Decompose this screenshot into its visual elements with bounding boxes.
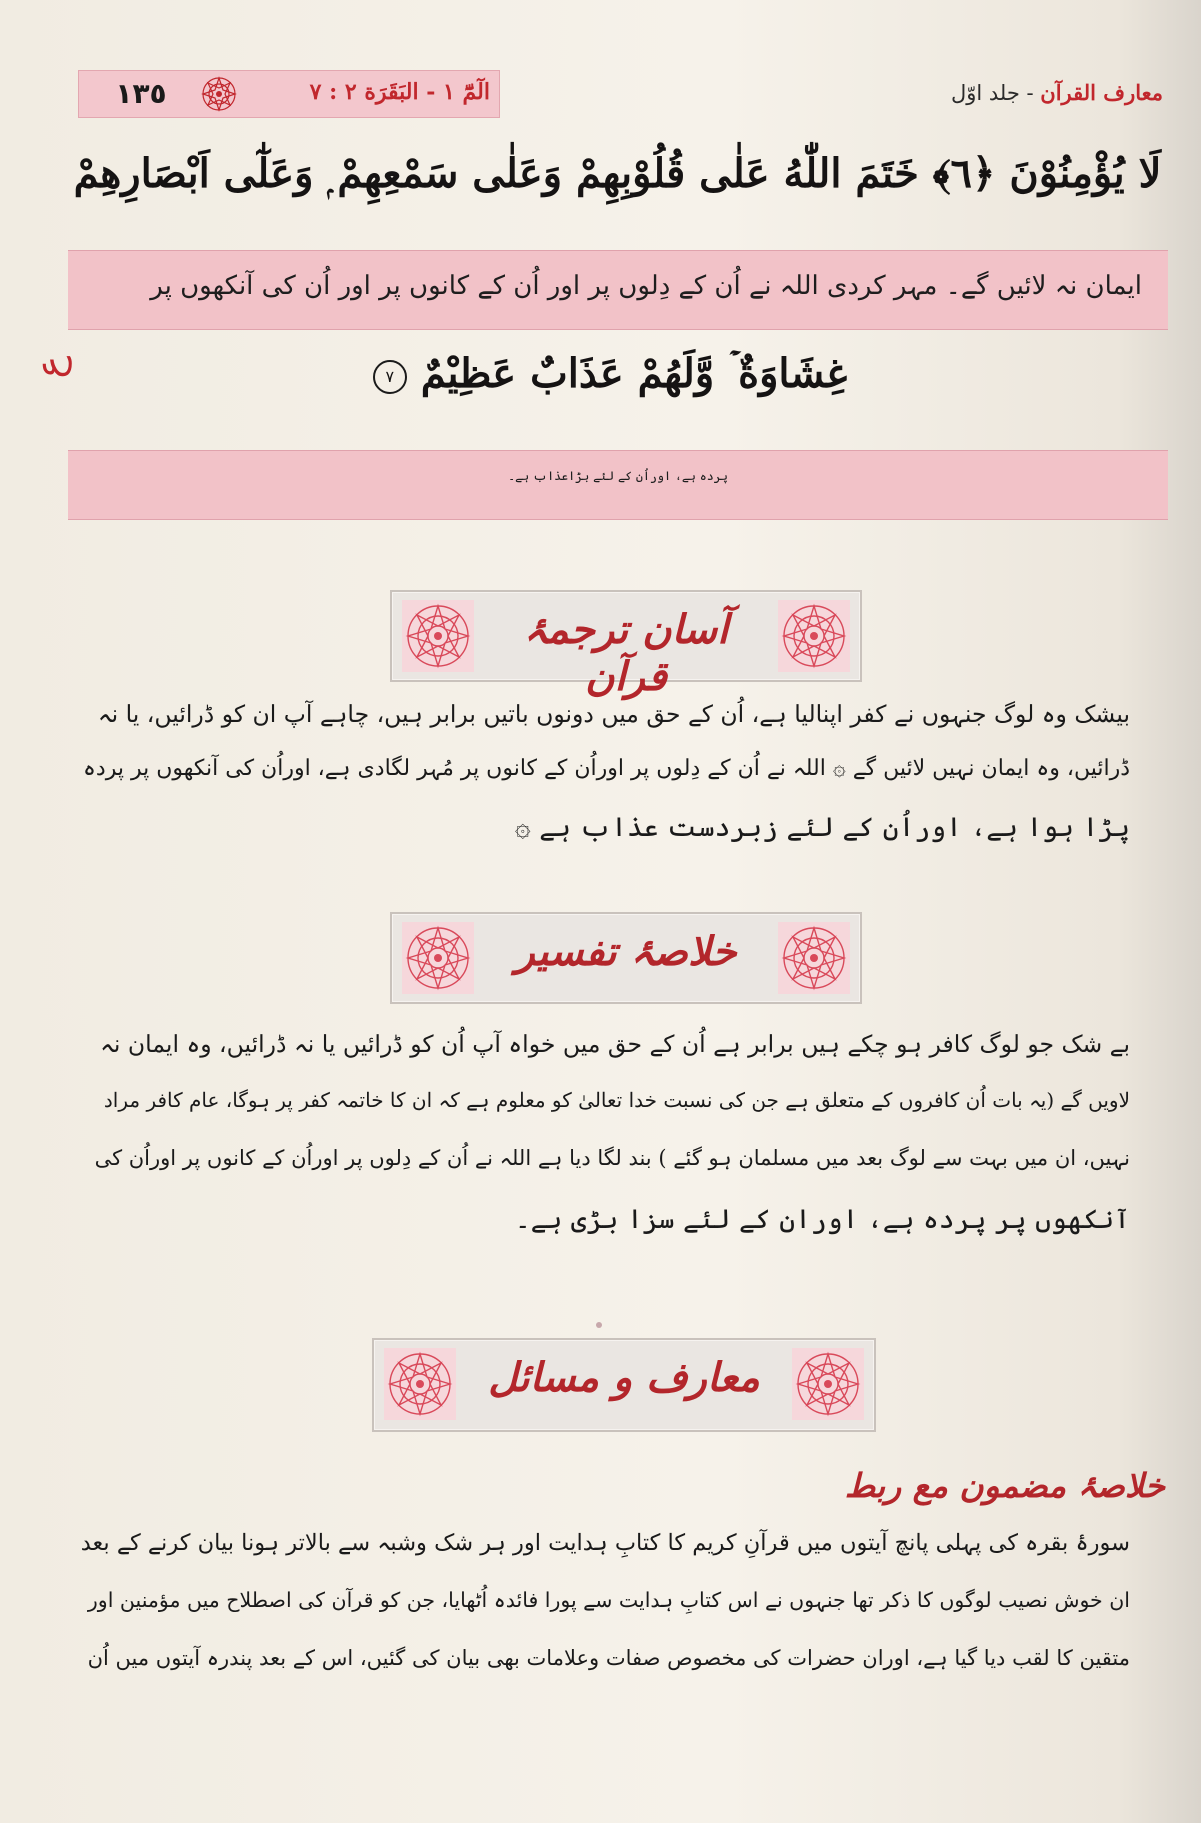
translation-band-1 bbox=[68, 250, 1168, 330]
easy-translation-line: بیشک وہ لوگ جنہوں نے کفر اپنالیا ہے، اُن کے حق میں دونوں باتیں برابر ہیں، چاہے آپ ان کو ڈرائیں، یا نہ bbox=[97, 700, 1130, 728]
ayah-line-2 bbox=[300, 350, 920, 397]
tafseer-line: لاویں گے (یہ بات اُن کافروں کے متعلق ہے جن کی نسبت خدا تعالیٰ کو معلوم ہے کہ ان کا خاتمہ کفر پر ہوگا، عام کافر مراد bbox=[103, 1088, 1130, 1112]
rosette-ornament-icon bbox=[792, 1348, 864, 1420]
translation-line-2: پردہ ہے، اوراُن کے لئے بڑاعذاب ہے۔ bbox=[508, 469, 728, 483]
section-title-maarif: معارف و مسائل bbox=[488, 1354, 760, 1401]
section-easy-translation bbox=[390, 590, 862, 700]
rosette-ornament-icon bbox=[778, 600, 850, 672]
subheading-summary-link: خلاصۂ مضمون مع ربط bbox=[844, 1466, 1165, 1505]
easy-translation-line: ڈرائیں، وہ ایمان نہیں لائیں گے ۞ اللہ نے اُن کے دِلوں پر اوراُن کے کانوں پر مُہر لگادی ہے، اوراُن کی آنکھوں پر پردہ bbox=[83, 756, 1130, 781]
maarif-paragraph bbox=[70, 1530, 1130, 1810]
ayah-end-marker: ٧ bbox=[373, 360, 407, 394]
rosette-ornament-icon bbox=[199, 74, 239, 114]
translation-line-1: ایمان نہ لائیں گے۔ مہر کردی اللہ نے اُن کے دِلوں پر اور اُن کے کانوں پر اور اُن کی آنکھوں پر bbox=[150, 271, 1142, 301]
ruku-marker: ع bbox=[27, 355, 72, 379]
tafseer-line: نہیں، ان میں بہت سے لوگ بعد میں مسلمان ہو گئے ) بند لگا دیا ہے اللہ نے اُن کے دِلوں پر اوراُن کے کانوں پر اوراُن کی bbox=[94, 1146, 1130, 1170]
header-band bbox=[78, 70, 500, 118]
ayah-line-1: لَا يُؤْمِنُوْنَ ﴿٦﴾ خَتَمَ اللّٰهُ عَلٰى قُلُوْبِهِمْ وَعَلٰى سَمْعِهِمْ ۭ وَعَلٰٓى اَبْصَارِهِمْ bbox=[73, 150, 1162, 197]
rosette-ornament-icon bbox=[778, 922, 850, 994]
page-number: ١٣٥ bbox=[115, 77, 167, 110]
maarif-line: ان خوش نصیب لوگوں کا ذکر تھا جنہوں نے اس کتابِ ہدایت سے پورا فائدہ اُٹھایا، جن کو قرآن کی اصطلاح میں مؤمنین اور bbox=[87, 1588, 1130, 1612]
tafseer-line: بے شک جو لوگ کافر ہو چکے ہیں برابر ہے اُن کے حق میں خواہ آپ اُن کو ڈرائیں یا نہ ڈرائیں، وہ ایمان نہ bbox=[100, 1030, 1130, 1058]
section-title-easy-translation: آسان ترجمۂ قرآن bbox=[523, 606, 729, 700]
surah-reference: الٓمّٓ ١ - البَقَرَة ٢ : ٧ bbox=[309, 79, 490, 105]
section-tafseer-summary bbox=[390, 912, 862, 1004]
book-volume: - جلد اوّل bbox=[950, 81, 1041, 105]
translation-band-2 bbox=[68, 450, 1168, 520]
tafseer-line: آنکھوں پر پردہ ہے، اوران کے لئے سزا بڑی ہے۔ bbox=[514, 1204, 1130, 1235]
rosette-ornament-icon bbox=[384, 1348, 456, 1420]
easy-translation-line: پڑا ہوا ہے، اوراُن کے لئے زبردست عذاب ہے ۞ bbox=[514, 812, 1130, 843]
book-brand: معارف القرآن bbox=[1040, 80, 1163, 105]
easy-translation-paragraph bbox=[70, 700, 1130, 870]
maarif-line: متقین کا لقب دیا گیا ہے، اوران حضرات کی مخصوص صفات وعلامات بھی بیان کی گئیں، اس کے بعد پندرہ آیتوں میں اُن bbox=[87, 1646, 1130, 1670]
ayah-line-2-text: غِشَاوَةٌ ۡ وَّلَهُمْ عَذَابٌ عَظِيْمٌ bbox=[420, 350, 848, 397]
book-title bbox=[951, 80, 1163, 105]
section-title-tafseer-summary: خلاصۂ تفسیر bbox=[515, 928, 737, 975]
running-header bbox=[78, 70, 1163, 116]
rosette-ornament-icon bbox=[402, 600, 474, 672]
section-maarif bbox=[372, 1338, 876, 1432]
maarif-line: سورۂ بقرہ کی پہلی پانچ آیتوں میں قرآنِ کریم کا کتابِ ہدایت اور ہر شک وشبہ سے بالاتر ہونا بیان کرنے کے بعد bbox=[80, 1530, 1130, 1556]
rosette-ornament-icon bbox=[402, 922, 474, 994]
tafseer-summary-paragraph bbox=[70, 1030, 1130, 1290]
decorative-dot bbox=[596, 1322, 602, 1328]
